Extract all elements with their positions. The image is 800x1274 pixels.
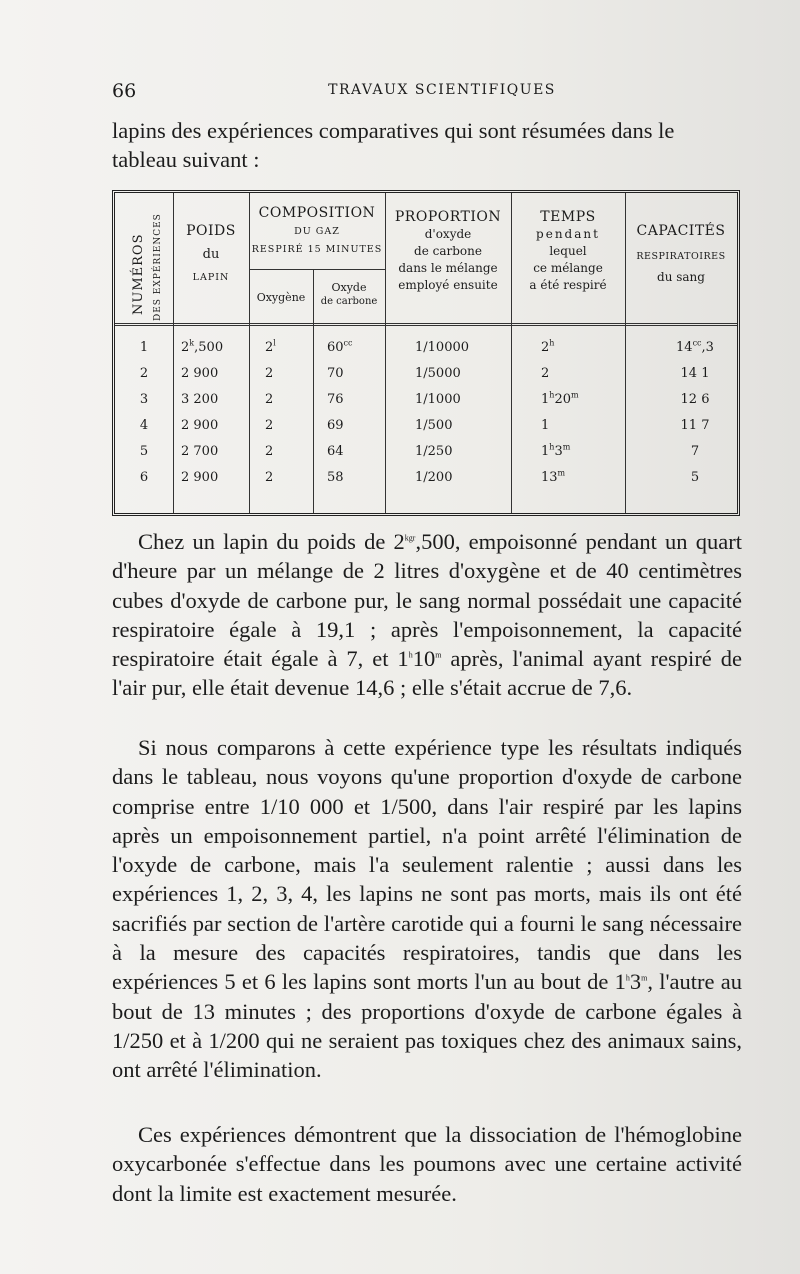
header-temps-line2: pendant [536,227,600,241]
page-number: 66 [112,80,137,102]
header-numeros [125,203,173,321]
header-temps-line4: ce mélange [533,261,603,275]
header-capacites-line2: RESPIRATOIRES [636,251,726,262]
cell-cap: 12 6 [680,392,710,407]
cell-oxy: 2 [265,444,274,459]
cell-poids: 2 900 [181,470,219,485]
page-header [112,80,732,104]
header-capacites-line3: du sang [657,270,705,284]
cell-num: 4 [139,418,149,433]
header-temps-line5: a été respiré [529,278,607,292]
header-poids [173,223,249,286]
header-composition [249,205,385,258]
cell-prop: 1/200 [415,470,453,485]
running-title: TRAVAUX SCIENTIFIQUES [328,82,556,98]
header-numeros-line1: NUMÉROS [131,233,146,315]
paragraph-experiment: Chez un lapin du poids de $2^{kgr},500$, empoisonné pendant un quart d'heure par un mélange de 2 litres d'oxygène et de 40 centimètres cubes d'oxyde de carbone pur, le sang normal possédait une capacité respiratoire égale à 19,1 ; après l'empoisonnement, la capacité respiratoire était égale à 7, et 1$^h$10$^m$ après, l'animal ayant respiré de l'air pur, elle était devenue 14,6 ; elle s'était accrue de 7,6. [112,529,743,701]
cell-prop: 1/5000 [415,366,461,381]
cell-cap: 14 1 [680,366,710,381]
cell-oxy: 2$^l$ [265,338,276,355]
cell-temps: 1$^h$20$^m$ [541,390,579,407]
header-temps-line1: TEMPS [540,209,596,225]
cell-oxy: 2 [265,366,274,381]
cell-num: 2 [139,366,149,381]
cell-temps: 1 [541,418,550,433]
header-oxygene: Oxygène [256,291,306,304]
header-oxyde-line1: Oxyde [331,281,367,294]
cell-cap: 7 [690,444,700,459]
cell-prop: 1/10000 [415,340,470,355]
header-proportion-line5: employé ensuite [398,278,498,292]
cell-co: 64 [327,444,344,459]
header-composition-line3: RESPIRÉ 15 MINUTES [251,244,383,255]
cell-poids: 2 700 [181,444,219,459]
cell-prop: 1/1000 [415,392,461,407]
header-proportion [385,209,511,294]
header-poids-line2: du [202,247,220,262]
cell-num: 1 [139,340,149,355]
cell-co: 76 [327,392,344,407]
results-table [112,190,740,516]
cell-temps: 2$^h$ [541,338,555,355]
cell-temps: 2 [541,366,550,381]
header-capacites-line1: CAPACITÉS [636,223,726,239]
cell-poids: 2 900 [181,366,219,381]
header-proportion-line1: PROPORTION [394,209,502,225]
cell-co: 58 [327,470,344,485]
cell-co: $60^{cc}$ [327,338,353,355]
paragraph-comparison: Si nous comparons à cette expérience type les résultats indiqués dans le tableau, nous voyons qu'une proportion d'oxyde de carbone comprise entre 1/10 000 et 1/500, dans l'air respiré par les lapins après un empoisonnement partiel, n'a point arrêté l'élimination de l'oxyde de carbone, mais l'a seulement ralentie ; aussi dans les expériences 1, 2, 3, 4, les lapins ne sont pas morts, mais ils ont été sacrifiés par section de l'artère carotide qui a fourni le sang nécessaire à la mesure des capacités respiratoires, tandis que dans les expériences 5 et 6 les lapins sont morts l'un au bout de 1$^h$3$^m$, l'autre au bout de 13 minutes ; des proportions d'oxyde de carbone égales à 1/250 et à 1/200 qui ne seraient pas toxiques chez des animaux sains, ont arrêté l'élimination. [112,735,742,1083]
cell-oxy: 2 [265,470,274,485]
cell-prop: 1/250 [415,444,453,459]
cell-cap: 11 7 [680,418,710,433]
header-poids-line1: POIDS [186,223,236,239]
header-temps-line3: lequel [549,244,587,258]
header-poids-line3: LAPIN [192,272,230,283]
cell-num: 6 [139,470,149,485]
header-oxyde-line2: de carbone [320,296,378,307]
header-oxyde-carbone [313,281,385,309]
header-capacites [625,223,737,286]
cell-temps: 13$^m$ [541,468,566,485]
header-proportion-line4: dans le mélange [398,261,498,275]
paragraph-intro: lapins des expériences comparatives qui sont résumées dans le tableau suivant : [112,118,675,173]
header-temps [511,209,625,294]
cell-poids: 2$^k$,500 [181,338,224,355]
cell-oxy: 2 [265,418,274,433]
cell-num: 5 [139,444,149,459]
cell-prop: 1/500 [415,418,453,433]
cell-oxy: 2 [265,392,274,407]
paragraph-conclusion: Ces expériences démontrent que la dissociation de l'hémoglobine oxycarbonée s'effectue dans les poumons avec une certaine activité dont la limite est exactement mesurée. [112,1122,742,1206]
header-composition-line1: COMPOSITION [258,205,376,221]
cell-co: 69 [327,418,344,433]
header-proportion-line2: d'oxyde [424,227,472,241]
cell-temps: 1$^h$3$^m$ [541,442,571,459]
header-composition-line2: DU GAZ [294,226,340,237]
cell-num: 3 [139,392,149,407]
cell-cap: 5 [690,470,700,485]
cell-poids: 2 900 [181,418,219,433]
cell-cap: $14^{cc},3$ [676,338,714,355]
cell-poids: 3 200 [181,392,219,407]
cell-co: 70 [327,366,344,381]
header-proportion-line3: de carbone [414,244,482,258]
header-numeros-line2: DES EXPÉRIENCES [153,213,163,321]
